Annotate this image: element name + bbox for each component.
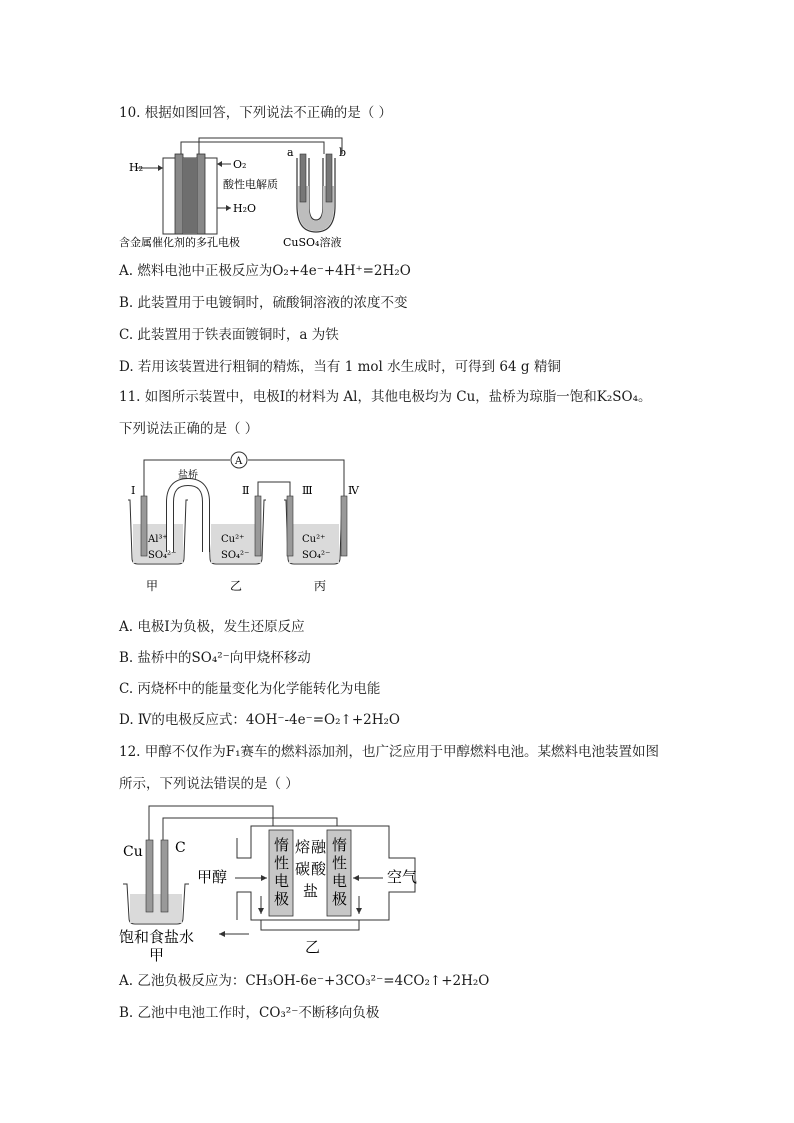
air-label: 空气 (387, 868, 418, 886)
ion-so4-jia: SO₄²⁻ (148, 550, 177, 561)
molten-char-5: 盐 (303, 882, 319, 900)
q10-option-b: B. 此装置用于电镀铜时，硫酸铜溶液的浓度不变 (119, 295, 408, 311)
inert-electrode-1-char-2: 性 (274, 854, 290, 872)
beaker-yi-label: 乙 (230, 579, 243, 593)
electrolyte-label: 酸性电解质 (223, 178, 278, 191)
q10-option-c: C. 此装置用于铁表面镀铜时，a 为铁 (119, 327, 339, 343)
cuso4-label: CuSO₄溶液 (283, 236, 342, 248)
cu-label: Cu (123, 844, 143, 860)
q11-option-a: A. 电极Ⅰ为负极，发生还原反应 (119, 619, 305, 635)
beaker-bing-label: 丙 (314, 579, 327, 593)
electrode-3-label: Ⅲ (302, 484, 313, 497)
q12-option-b: B. 乙池中电池工作时，CO₃²⁻不断移向负极 (119, 1005, 380, 1021)
q12-stem-2: 所示，下列说法错误的是（ ） (119, 776, 299, 792)
inert-electrode-2-char-3: 电 (332, 872, 348, 890)
q11-option-c: C. 丙烧杯中的能量变化为化学能转化为电能 (119, 681, 381, 697)
q11-option-d: D. Ⅳ的电极反应式：4OH⁻-4e⁻=O₂↑+2H₂O (119, 712, 400, 728)
q11-stem-1: 11. 如图所示装置中，电极Ⅰ的材料为 Al，其他电极均为 Cu，盐桥为琼脂一饱和K₂SO₄。 (119, 389, 652, 405)
q10-figure (119, 136, 419, 248)
q12-option-a: A. 乙池负极反应为：CH₃OH-6e⁻+3CO₃²⁻=4CO₂↑+2H₂O (119, 973, 490, 989)
molten-char-3: 碳 (295, 860, 311, 878)
b-label: b (339, 146, 347, 159)
ammeter-label: A (235, 456, 243, 467)
methanol-label: 甲醇 (197, 868, 228, 886)
molten-char-1: 熔 (295, 838, 311, 856)
electrode-1-label: Ⅰ (131, 484, 136, 497)
h2-label: H₂ (129, 161, 144, 174)
q10-stem: 10. 根据如图回答，下列说法不正确的是（ ） (119, 105, 393, 121)
electrode-2-label: Ⅱ (242, 484, 250, 497)
ion-al: Al³⁺ (148, 534, 168, 545)
electrode-label: 含金属催化剂的多孔电极 (119, 236, 240, 248)
q10-option-d: D. 若用该装置进行粗铜的精炼，当有 1 mol 水生成时，可得到 64 g 精铜 (119, 359, 561, 375)
ion-cu-bing: Cu²⁺ (302, 534, 326, 545)
q11-figure (122, 448, 362, 596)
q11-stem-2: 下列说法正确的是（ ） (119, 421, 259, 437)
ion-so4-bing: SO₄²⁻ (302, 550, 331, 561)
molten-char-2: 融 (311, 838, 327, 856)
inert-electrode-1-char-4: 极 (274, 890, 290, 908)
inert-electrode-1-char-1: 惰 (274, 836, 290, 854)
bridge-label: 盐桥 (178, 470, 198, 481)
h2o-label: H₂O (233, 202, 257, 215)
beaker-jia-label: 甲 (146, 579, 159, 593)
beaker-jia-label: 甲 (149, 946, 165, 964)
o2-label: O₂ (233, 158, 247, 171)
a-label: a (287, 146, 294, 159)
molten-char-4: 酸 (311, 860, 327, 878)
ion-so4-yi: SO₄²⁻ (221, 550, 250, 561)
electrode-4-label: Ⅳ (348, 484, 359, 497)
c-label: C (175, 840, 186, 856)
brine-label: 饱和食盐水 (119, 928, 195, 946)
cell-yi-label: 乙 (305, 938, 321, 956)
inert-electrode-2-char-2: 性 (332, 854, 348, 872)
q11-option-b: B. 盐桥中的SO₄²⁻向甲烧杯移动 (119, 650, 311, 666)
q12-stem-1: 12. 甲醇不仅作为F₁赛车的燃料添加剂，也广泛应用于甲醇燃料电池。某燃料电池装置如图 (119, 744, 660, 760)
inert-electrode-2-char-1: 惰 (332, 836, 348, 854)
ion-cu-yi: Cu²⁺ (221, 534, 245, 545)
q12-figure (119, 796, 429, 964)
inert-electrode-1-char-3: 电 (274, 872, 290, 890)
inert-electrode-2-char-4: 极 (332, 890, 348, 908)
q10-option-a: A. 燃料电池中正极反应为O₂+4e⁻+4H⁺=2H₂O (119, 263, 411, 279)
